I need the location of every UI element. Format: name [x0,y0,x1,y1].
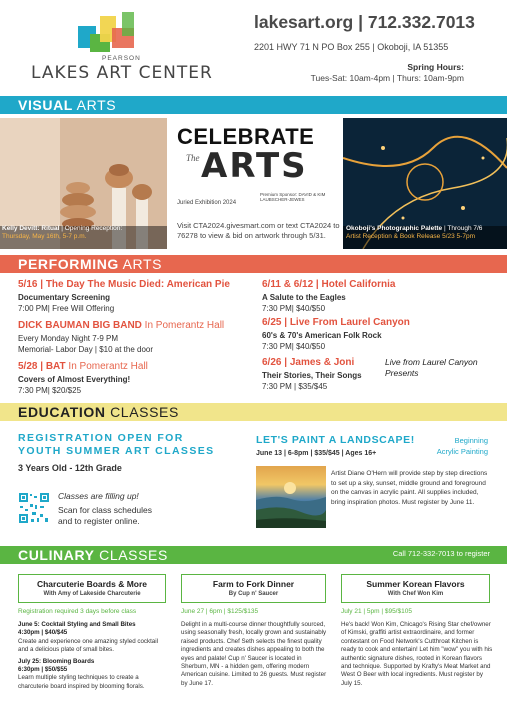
event-info: Memorial- Labor Day | $10 at the door [18,345,154,354]
performing-arts-heading-bold: PERFORMING [18,256,119,272]
event-info: 7:30 PM| $40/$50 [262,342,326,351]
visual-arts-heading-light: ARTS [76,97,117,113]
education-heading-bold: EDUCATION [18,404,106,420]
event-subtitle: Documentary Screening [18,293,111,302]
class-body-charcuterie [18,621,168,691]
event-subtitle: A Salute to the Eagles [262,293,346,302]
class-subtitle: By Cup n' Saucer [228,591,279,597]
event-title: 5/28 | BAT [18,361,66,372]
left-caption-date: Thursday, May 16th, 5-7 p.m. [2,233,87,240]
logo-mark [76,12,140,54]
hours: Tues-Sat: 10am-4pm | Thurs: 10am-9pm [310,73,464,83]
right-photo-caption [346,225,482,241]
event-title: DICK BAUMAN BIG BAND [18,320,142,331]
left-photo-caption [2,225,122,241]
left-caption-rest: | Opening Reception: [59,225,123,232]
class-box-farm-to-fork [181,574,326,603]
session-time: 6:30pm | $50/$55 [18,666,68,674]
event-title: 5/16 | The Day The Music Died: American Pie [18,279,230,290]
session-text: Create and experience one amazing styled cocktail and a delicious plate of small bites. [18,637,158,654]
class-meta: June 27 | 6pm | $125/$135 [181,608,259,615]
org-pretitle: PEARSON [102,55,141,62]
paint-level-line1: Beginning [454,436,488,445]
visual-arts-heading-bold: VISUAL [18,97,73,113]
auction-info: Visit CTA2024.givesmart.com or text CTA2024 to 76278 to view & bid on artwork through 5/31. [177,221,340,240]
class-box-charcuterie [18,574,166,603]
celebrate-title: CELEBRATE [177,124,315,149]
performing-arts-bar [0,255,507,273]
left-caption-title: Kelly Devitt: Ritual [2,225,60,232]
session-time: 4:30pm | $40/$45 [18,629,68,637]
address: 2201 HWY 71 N PO Box 255 | Okoboji, IA 51355 [254,42,449,52]
qr-code-icon[interactable] [18,492,50,524]
class-title: Farm to Fork Dinner [212,579,295,589]
education-bar [0,403,507,421]
event-subtitle: Covers of Almost Everything! [18,375,131,384]
event-laurel-canyon [262,317,410,351]
event-info: 7:30 PM| $20/$25 [18,386,82,395]
event-title: 6/26 | James & Joni [262,357,355,368]
event-info: 7:30 PM| $40/$50 [262,304,326,313]
scan-instructions [58,505,152,527]
scan-line1: Scan for class schedules [58,505,153,515]
culinary-heading-light: CLASSES [99,547,168,563]
event-subtitle: 60's & 70's American Folk Rock [262,331,382,340]
event-title: 6/11 & 6/12 | Hotel California [262,279,396,290]
class-title: Summer Korean Flavors [366,579,465,589]
performing-arts-heading-light: ARTS [122,256,163,272]
contact-line[interactable]: lakesart.org | 712.332.7013 [254,12,475,32]
scan-line2: and to register online. [58,516,140,526]
session-text: Learn multiple styling techniques to create a charcuterie board inspired by blooming florals. [18,674,145,690]
event-location: In Pomerantz Hall [141,320,225,331]
paint-description: Artist Diane O'Hern will provide step by step directions to set up a sky, sunset, middle ground and foreground on the canvas in acrylic paint. All supplies included, bring inspiration photos. Must register by June 11. [331,470,488,506]
registration-line2: YOUTH SUMMER ART CLASSES [18,445,215,457]
call-to-register: Call 712-332-7013 to register [392,549,490,558]
visual-arts-bar [0,96,507,114]
class-subtitle: With Chef Won Kim [387,591,444,597]
registration-line1: REGISTRATION OPEN FOR [18,432,184,444]
live-note: Live from Laurel Canyon Presents [385,357,478,378]
class-box-korean-flavors [341,574,490,603]
registration-heading [18,432,215,458]
event-subtitle: Their Stories, Their Songs [262,371,362,380]
education-heading-light: CLASSES [110,404,179,420]
event-hotel-california [262,279,395,313]
event-james-joni [262,357,362,391]
class-text: Delight in a multi-course dinner thoughtfully sourced, using seasonally fresh, locally grown and sustainably raised products. Chef Seth selects the finest quality ingredients and creates dishes appealing to both the eyes and palate! Cup n' Saucer is located in Sherburn, MN - a hidden gem, offering modern American cuisine. Limited to 26 guests. Must register by June 17. [181,621,327,687]
right-caption-line2: Artist Reception & Book Release 5/23 5-7pm [346,233,475,240]
event-american-pie [18,279,230,313]
right-caption-title: Okoboji's Photographic Palette [346,225,443,232]
event-big-band [18,320,224,354]
event-title: 6/25 | Live From Laurel Canyon [262,317,410,328]
landscape-painting-image [256,466,326,528]
session-title: June 5: Cocktail Styling and Small Bites [18,621,136,628]
arts-title: ARTS [201,146,308,186]
paint-date: June 13 | 6-8pm | $35/$45 | Ages 16+ [256,450,377,457]
paint-level-line2: Acrylic Painting [436,447,488,456]
event-info: Every Monday Night 7-9 PM [18,334,119,343]
org-name: LAKES ART CENTER [31,63,213,83]
event-info: 7:30 PM | $35/$45 [262,382,328,391]
classes-filling: Classes are filling up! [58,491,139,501]
the-word: The [186,153,200,163]
grade-range: 3 Years Old - 12th Grade [18,463,122,473]
event-bat [18,361,148,395]
event-info: 7:00 PM| Free Will Offering [18,304,115,313]
sponsor-label: Premium Sponsor: DAVID & KIM LAUBSCHER-JEWES [260,192,326,202]
right-caption-rest: | Through 7/6 [442,225,483,232]
event-location: In Pomerantz Hall [65,361,148,372]
paint-level [420,435,488,457]
class-text: He's back! Won Kim, Chicago's Rising Star chef/owner of Kimski, graffiti artist extraordinaire, and former contestant on Food Network's Cutthroat Kitchen is ready to cook and entertain! Let him "wow" you with his authentic signature dishes, rooted in Korean flavors and technique. Supported by Krafty's Meat Market and West O Beer with local ingredients. Must register by July 15. [341,621,493,687]
class-title: Charcuterie Boards & More [36,579,148,589]
paint-title: LET'S PAINT A LANDSCAPE! [256,434,415,446]
class-subtitle: With Amy of Lakeside Charcuterie [43,591,141,597]
hours-title: Spring Hours: [407,62,464,72]
class-meta: Registration required 3 days before class [18,608,137,615]
class-meta: July 21 | 5pm | $95/$105 [341,608,412,615]
juried-label: Juried Exhibition 2024 [177,200,237,206]
culinary-heading-bold: CULINARY [18,547,95,563]
session-title: July 25: Blooming Boards [18,657,95,665]
